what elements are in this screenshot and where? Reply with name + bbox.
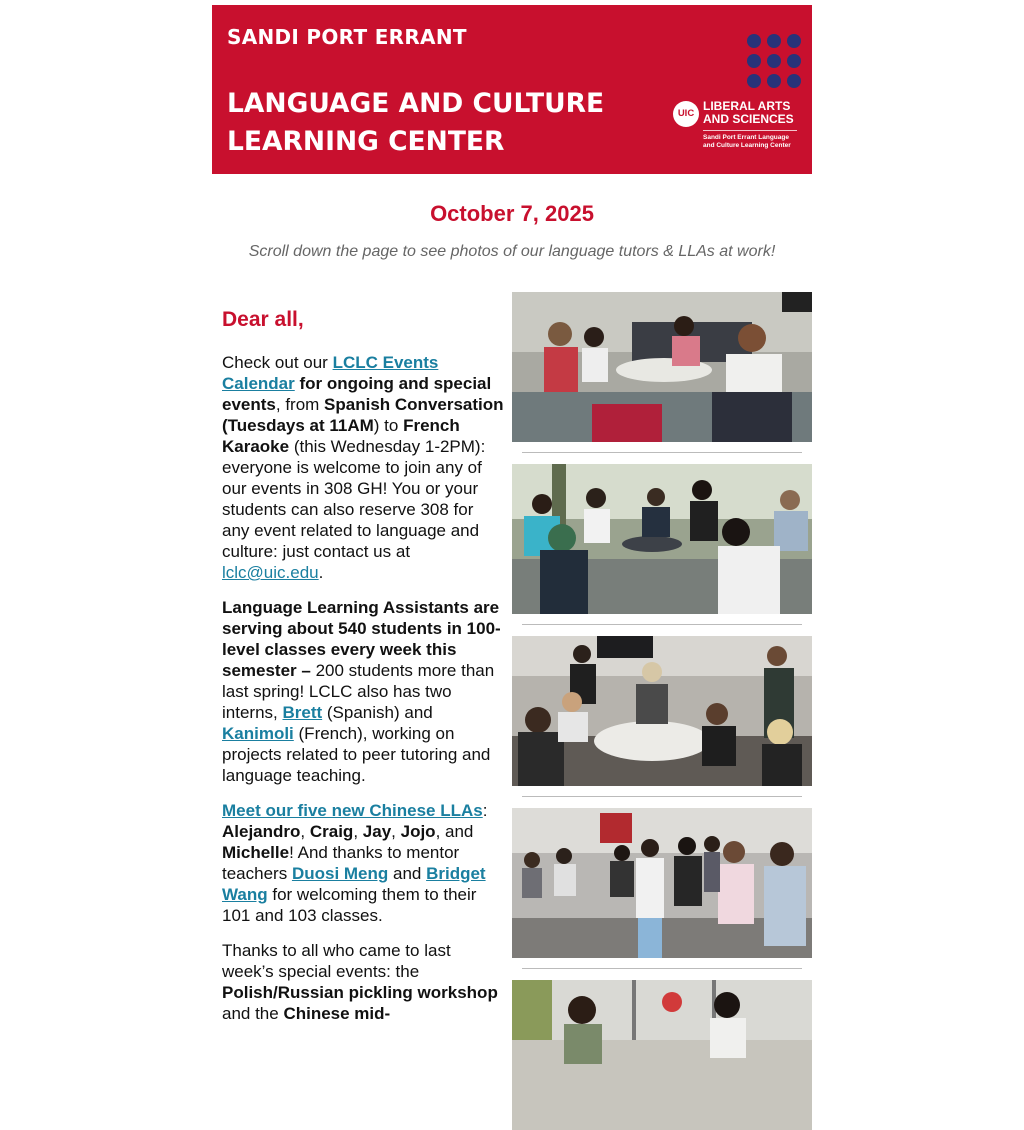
name-bold: Michelle [222, 843, 290, 862]
photo-pickling-workshop [512, 980, 812, 1130]
photo-icon [512, 808, 812, 958]
logo-college-name [703, 100, 794, 126]
issue-date: October 7, 2025 [430, 201, 594, 226]
chinese-llas-link[interactable]: Meet our five new Chinese LLAs [222, 801, 483, 820]
name-bold: Craig [309, 822, 354, 841]
issue-subtitle: Scroll down the page to see photos of our language tutors & LLAs at work! [248, 243, 776, 260]
text: ! And thanks to mentor teachers [222, 843, 460, 883]
logo-sub-line-2: and Culture Learning Center [703, 142, 791, 149]
text: (Spanish) and [322, 703, 433, 722]
photo-divider [522, 452, 802, 453]
name-bold: Jay [362, 822, 392, 841]
logo-sub-line-1: Sandi Port Errant Language [703, 134, 789, 141]
text: , from [275, 395, 325, 414]
newsletter [212, 5, 812, 1023]
photo-small-group-table [512, 292, 812, 442]
text: for welcoming them to their 101 and 103 classes. [222, 885, 477, 925]
photo-icon [512, 292, 812, 442]
text: (this Wednesday 1-2PM): everyone is welcome to join any of our events in 308 GH! You or your students can also reserve 308 for any event related to language and culture: just contact us at [222, 437, 486, 561]
text: Check out our [222, 353, 333, 372]
photo-column [512, 292, 812, 1130]
banner-main-line-2: LEARNING CENTER [227, 126, 505, 157]
college-logo [673, 97, 808, 157]
logo-line-1: LIBERAL ARTS [703, 99, 791, 113]
email-link[interactable]: lclc@uic.edu [222, 563, 319, 582]
banner-main-title [227, 85, 657, 161]
text-bold: Spanish Conversation (Tuesdays at 11AM [222, 395, 504, 435]
uic-logo-icon: UIC [673, 101, 699, 127]
text: , [353, 822, 363, 841]
brett-link[interactable]: Brett [282, 703, 323, 722]
logo-line-2: AND SCIENCES [703, 112, 794, 126]
text: Thanks to all who came to last week’s special events: the [222, 941, 451, 981]
text: , [391, 822, 401, 841]
paragraph-thanks [222, 940, 504, 1024]
text: and the [222, 1004, 284, 1023]
name-bold: Jojo [400, 822, 436, 841]
photo-icon [512, 464, 812, 614]
photo-divider [522, 796, 802, 797]
paragraph-chinese-llas [222, 800, 504, 926]
text-bold: Language Learning Assistants are serving about 540 students in 100-level classes every week this semester – [222, 598, 501, 680]
logo-divider [703, 130, 797, 131]
greeting: Dear all, [222, 308, 304, 331]
header-banner [212, 5, 812, 174]
name-bold: Alejandro [222, 822, 301, 841]
duosi-meng-link[interactable]: Duosi Meng [291, 864, 389, 883]
text-bold: Polish/Russian pickling workshop [222, 983, 498, 1002]
text: , [300, 822, 310, 841]
photo-icon [512, 980, 812, 1130]
events-calendar-link[interactable]: LCLC Events Calendar [222, 353, 439, 393]
paragraph-llas [222, 597, 504, 786]
text: 200 students more than last spring! LCLC also has two interns, [222, 661, 495, 722]
text: , and [435, 822, 474, 841]
photo-divider [522, 624, 802, 625]
bridget-wang-link[interactable]: Bridget Wang [222, 864, 486, 904]
photo-crowd-event [512, 808, 812, 958]
text-column [222, 308, 504, 1038]
logo-subtitle [703, 134, 791, 150]
kanimoli-link[interactable]: Kanimoli [222, 724, 294, 743]
paragraph-events [222, 352, 504, 583]
text: ) to [373, 416, 404, 435]
photo-icon [512, 636, 812, 786]
banner-top-title: SANDI PORT ERRANT [227, 25, 467, 49]
photo-circle-of-students [512, 464, 812, 614]
text: : [482, 801, 488, 820]
photo-party-table [512, 636, 812, 786]
dots-grid-icon [747, 34, 801, 88]
text: . [318, 563, 324, 582]
text-bold: for ongoing and special events [222, 374, 492, 414]
banner-main-line-1: LANGUAGE AND CULTURE [227, 88, 605, 119]
text: and [388, 864, 427, 883]
text-bold: Chinese mid- [283, 1004, 391, 1023]
photo-divider [522, 968, 802, 969]
text: (French), working on projects related to peer tutoring and language teaching. [222, 724, 491, 785]
text-bold: French Karaoke [222, 416, 460, 456]
